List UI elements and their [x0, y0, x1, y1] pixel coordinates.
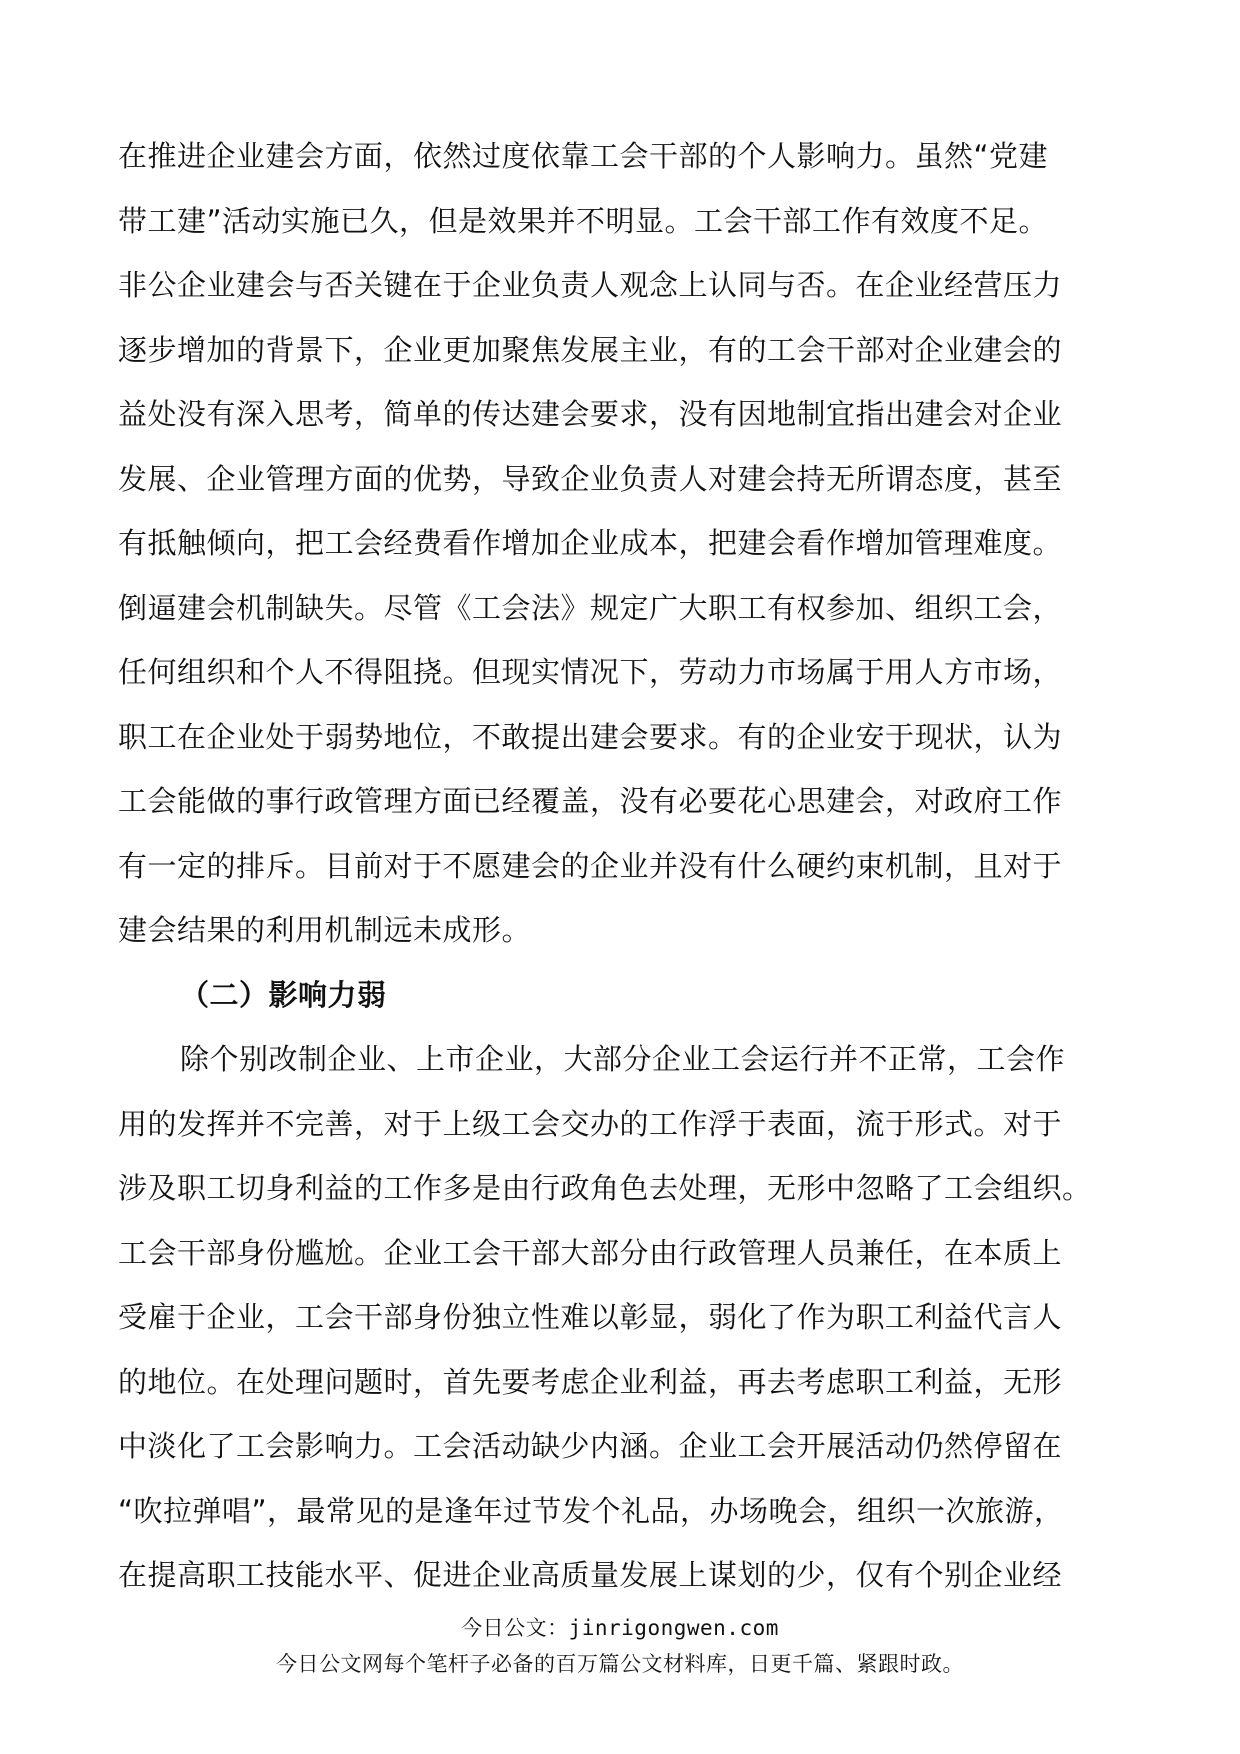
paragraph-line: 有一定的排斥。目前对于不愿建会的企业并没有什么硬约束机制，且对于: [118, 848, 1063, 883]
paragraph-line: 职工在企业处于弱势地位，不敢提出建会要求。有的企业安于现状，认为: [118, 719, 1063, 754]
paragraph-line: 建会结果的利用机制远未成形。: [118, 913, 532, 947]
paragraph-line: 工会能做的事行政管理方面已经覆盖，没有必要花心思建会，对政府工作: [118, 784, 1063, 818]
section-paragraph-line: 涉及职工切身利益的工作多是由行政角色去处理，无形中忽略了工会组织。: [118, 1171, 1092, 1205]
paragraph-line: 任何组织和个人不得阻挠。但现实情况下，劳动力市场属于用人方市场，: [118, 655, 1063, 689]
section-paragraph-line: 用的发挥并不完善，对于上级工会交办的工作浮于表面，流于形式。对于: [118, 1106, 1063, 1141]
section-paragraph-line: 除个别改制企业、上市企业，大部分企业工会运行并不正常，工会作: [180, 1042, 1066, 1076]
paragraph-line: 非公企业建会与否关键在于企业负责人观念上认同与否。在企业经营压力: [118, 268, 1063, 302]
paragraph-line: 发展、企业管理方面的优势，导致企业负责人对建会持无所谓态度，甚至: [118, 461, 1063, 496]
section-heading: （二）影响力弱: [180, 977, 387, 1012]
paragraph-line: 带工建”活动实施已久，但是效果并不明显。工会干部工作有效度不足。: [118, 203, 1049, 238]
document-body: [118, 124, 1128, 1608]
section-paragraph-line: 工会干部身份尴尬。企业工会干部大部分由行政管理人员兼任，在本质上: [118, 1235, 1063, 1270]
section-paragraph-line: “吹拉弹唱”，最常见的是逢年过节发个礼品，办场晚会，组织一次旅游，: [118, 1493, 1064, 1528]
paragraph-line: 有抵触倾向，把工会经费看作增加企业成本，把建会看作增加管理难度。: [118, 526, 1063, 560]
footer-slogan: 今日公文网每个笔杆子必备的百万篇公文材料库，日更千篇、紧跟时政。: [276, 1652, 964, 1676]
paragraph-line: 益处没有深入思考，简单的传达建会要求，没有因地制宜指出建会对企业: [118, 397, 1063, 431]
paragraph-line: 逐步增加的背景下，企业更加聚焦发展主业，有的工会干部对企业建会的: [118, 332, 1063, 367]
section-paragraph-line: 在提高职工技能水平、促进企业高质量发展上谋划的少，仅有个别企业经: [118, 1558, 1063, 1592]
section-paragraph-line: 的地位。在处理问题时，首先要考虑企业利益，再去考虑职工利益，无形: [118, 1364, 1063, 1399]
section-paragraph-line: 中淡化了工会影响力。工会活动缺少内涵。企业工会开展活动仍然停留在: [118, 1429, 1063, 1463]
paragraph-line: 倒逼建会机制缺失。尽管《工会法》规定广大职工有权参加、组织工会，: [118, 590, 1063, 625]
section-paragraph-line: 受雇于企业，工会干部身份独立性难以彰显，弱化了作为职工利益代言人: [118, 1300, 1063, 1334]
footer-site-link[interactable]: 今日公文：jinrigongwen.com: [461, 1616, 779, 1640]
paragraph-line: 在推进企业建会方面，依然过度依靠工会干部的个人影响力。虽然“党建: [118, 139, 1049, 173]
